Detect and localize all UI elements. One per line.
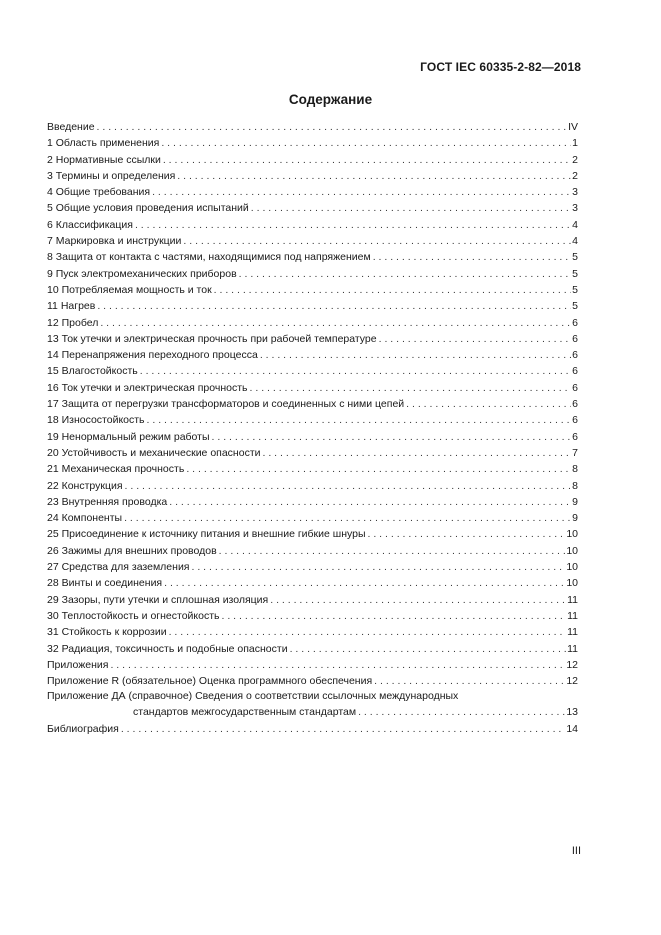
toc-entry-text: 22 Конструкция (47, 479, 123, 492)
leader-dots (222, 608, 567, 624)
toc-entry-page: 6 (572, 414, 578, 427)
toc-entry[interactable] (47, 641, 578, 657)
toc-entry-text: 15 Влагостойкость (47, 365, 138, 378)
leader-dots (406, 396, 571, 412)
toc-entry-page: 3 (572, 202, 578, 215)
leader-dots (124, 510, 571, 526)
toc-entry-page: 12 (566, 658, 578, 671)
toc-entry-page: 10 (566, 577, 578, 590)
toc-entry-text: 3 Термины и определения (47, 169, 176, 182)
toc-entry-page: 6 (572, 316, 578, 329)
toc-entry-page: 13 (566, 706, 578, 719)
toc-entry[interactable] (47, 119, 578, 135)
toc-entry-text: 1 Область применения (47, 137, 160, 150)
leader-dots (135, 217, 571, 233)
toc-entry-text: 28 Винты и соединения (47, 577, 163, 590)
leader-dots (214, 282, 571, 298)
toc-entry-page: 6 (572, 349, 578, 362)
toc-entry-bibliography[interactable] (47, 721, 578, 737)
toc-entry[interactable] (47, 461, 578, 477)
toc-entry[interactable] (47, 363, 578, 379)
toc-entry-text: 19 Ненормальный режим работы (47, 430, 210, 443)
toc-entry-text: 4 Общие требования (47, 186, 151, 199)
leader-dots (152, 184, 571, 200)
toc-entry-annex-da[interactable] (47, 689, 578, 704)
toc-entry-text: 31 Стойкость к коррозии (47, 626, 167, 639)
toc-entry[interactable] (47, 592, 578, 608)
toc-entry-text: 2 Нормативные ссылки (47, 153, 161, 166)
toc-entry-page: 6 (572, 398, 578, 411)
leader-dots (250, 380, 572, 396)
toc-entry[interactable] (47, 478, 578, 494)
toc-entry-text: Приложения (47, 658, 109, 671)
toc-entry-text: Приложение R (обязательное) Оценка программного обеспечения (47, 675, 373, 688)
toc-entry-text: 14 Перенапряжения переходного процесса (47, 349, 258, 362)
leader-dots (97, 119, 568, 135)
toc-entry-text: стандартов межгосударственным стандартам (133, 706, 357, 719)
document-code: ГОСТ IEC 60335-2-82—2018 (420, 60, 581, 74)
leader-dots (379, 331, 572, 347)
toc-entry-text: 13 Ток утечки и электрическая прочность при рабочей температуре (47, 332, 377, 345)
toc-entry-text: 32 Радиация, токсичность и подобные опасности (47, 642, 288, 655)
toc-entry-page: 11 (567, 626, 578, 639)
leader-dots (374, 673, 565, 689)
leader-dots (147, 412, 572, 428)
toc-entry[interactable] (47, 673, 578, 689)
toc-entry[interactable] (47, 559, 578, 575)
toc-entry-text: Введение (47, 121, 95, 133)
toc-entry-page: 5 (572, 283, 578, 296)
toc-entry-text: 26 Зажимы для внешних проводов (47, 544, 217, 557)
toc-entry-text: 7 Маркировка и инструкции (47, 235, 182, 248)
toc-entry[interactable] (47, 152, 578, 168)
leader-dots (163, 152, 571, 168)
toc-entry-text: 21 Механическая прочность (47, 463, 185, 476)
toc-entry-page: 6 (572, 332, 578, 345)
toc-entry[interactable] (47, 233, 578, 249)
toc-entry-page: 7 (572, 446, 578, 459)
leader-dots (358, 704, 565, 720)
leader-dots (169, 494, 571, 510)
leader-dots (161, 135, 571, 151)
toc-entry[interactable] (47, 347, 578, 363)
toc-entry[interactable] (47, 657, 578, 673)
toc-entry-page: 11 (567, 609, 578, 622)
toc-entry-page: 9 (572, 512, 578, 525)
toc-entry-page: 5 (572, 267, 578, 280)
toc-entry-text: 29 Зазоры, пути утечки и сплошная изоляция (47, 593, 269, 606)
leader-dots (290, 641, 567, 657)
toc-entry[interactable] (47, 608, 578, 624)
toc-entry[interactable] (47, 526, 578, 542)
toc-entry-text: 5 Общие условия проведения испытаний (47, 202, 249, 215)
toc-entry-page: 3 (572, 186, 578, 199)
leader-dots (121, 721, 565, 737)
toc-entry[interactable] (47, 331, 578, 347)
toc-entry-text: 6 Классификация (47, 218, 133, 231)
toc-entry[interactable] (47, 298, 578, 314)
page-number: III (571, 845, 581, 857)
toc-entry[interactable] (47, 135, 578, 151)
leader-dots (251, 200, 571, 216)
toc-entry-text: 17 Защита от перегрузки трансформаторов и соединенных с ними цепей (47, 398, 405, 411)
toc-entry[interactable] (47, 429, 578, 445)
toc-entry-page: 10 (566, 528, 578, 541)
toc-entry-text: 30 Теплостойкость и огнестойкость (47, 609, 220, 622)
toc-entry[interactable] (47, 282, 578, 298)
toc-entry-page: 9 (572, 495, 578, 508)
toc-entry-page: 14 (566, 722, 578, 735)
toc-entry-page: 6 (572, 381, 578, 394)
toc-entry-page: 10 (566, 561, 578, 574)
toc-entry-page: 4 (572, 235, 578, 248)
toc-entry-text: 9 Пуск электромеханических приборов (47, 267, 237, 280)
leader-dots (260, 347, 571, 363)
leader-dots (169, 624, 567, 640)
toc-entry-text: 25 Присоединение к источнику питания и внешние гибкие шнуры (47, 528, 366, 541)
toc-entry-page: IV (568, 121, 578, 133)
toc-entry[interactable] (47, 217, 578, 233)
toc-entry[interactable] (47, 445, 578, 461)
toc-entry-text: 11 Нагрев (47, 300, 96, 313)
toc-entry-text: 10 Потребляемая мощность и ток (47, 283, 212, 296)
toc-entry-page: 4 (572, 218, 578, 231)
toc-entry-annex-da-continued[interactable] (47, 704, 578, 720)
leader-dots (270, 592, 566, 608)
toc-entry[interactable] (47, 266, 578, 282)
toc-entry-page: 6 (572, 365, 578, 378)
leader-dots (177, 168, 571, 184)
toc-entry[interactable] (47, 575, 578, 591)
toc-entry[interactable] (47, 396, 578, 412)
leader-dots (97, 298, 571, 314)
leader-dots (219, 543, 566, 559)
toc-entry[interactable] (47, 315, 578, 331)
leader-dots (100, 315, 571, 331)
toc-entry-page: 6 (572, 430, 578, 443)
toc-entry-text: 16 Ток утечки и электрическая прочность (47, 381, 248, 394)
leader-dots (368, 526, 566, 542)
toc-entry-text: 23 Внутренняя проводка (47, 495, 168, 508)
toc-entry-page: 11 (567, 642, 578, 655)
toc-entry[interactable] (47, 184, 578, 200)
toc-entry-page: 2 (572, 169, 578, 182)
toc-entry-text: 20 Устойчивость и механические опасности (47, 446, 261, 459)
toc-entry[interactable] (47, 510, 578, 526)
leader-dots (373, 249, 571, 265)
toc-entry-text: 27 Средства для заземления (47, 561, 190, 574)
page-title: Содержание (288, 92, 373, 107)
toc-entry[interactable] (47, 200, 578, 216)
leader-dots (125, 478, 572, 494)
toc-entry-page: 5 (572, 300, 578, 313)
leader-dots (192, 559, 566, 575)
leader-dots (186, 461, 571, 477)
leader-dots (239, 266, 572, 282)
toc-entry-text: 24 Компоненты (47, 512, 123, 525)
toc-entry-page: 10 (566, 544, 578, 557)
leader-dots (212, 429, 572, 445)
toc-entry[interactable] (47, 543, 578, 559)
toc-entry-page: 2 (572, 153, 578, 166)
toc-entry-text: 12 Пробел (47, 316, 99, 329)
toc-entry-page: 11 (567, 593, 578, 606)
toc-entry-page: 8 (572, 479, 578, 492)
toc-entry[interactable] (47, 168, 578, 184)
toc-entry-text: 8 Защита от контакта с частями, находящимися под напряжением (47, 251, 371, 264)
leader-dots (164, 575, 565, 591)
leader-dots (110, 657, 565, 673)
table-of-contents (47, 119, 578, 737)
toc-entry-page: 1 (572, 137, 578, 150)
toc-entry[interactable] (47, 249, 578, 265)
toc-entry[interactable] (47, 412, 578, 428)
toc-entry[interactable] (47, 494, 578, 510)
toc-entry[interactable] (47, 624, 578, 640)
toc-entry-text: 18 Износостойкость (47, 414, 145, 427)
toc-entry-page: 8 (572, 463, 578, 476)
toc-entry-text: Приложение ДА (справочное) Сведения о соответствии ссылочных международных (47, 690, 459, 703)
leader-dots (140, 363, 571, 379)
toc-entry-text: Библиография (47, 722, 119, 735)
leader-dots (263, 445, 572, 461)
toc-entry-page: 12 (566, 675, 578, 688)
toc-entry[interactable] (47, 380, 578, 396)
toc-entry-page: 5 (572, 251, 578, 264)
leader-dots (183, 233, 571, 249)
